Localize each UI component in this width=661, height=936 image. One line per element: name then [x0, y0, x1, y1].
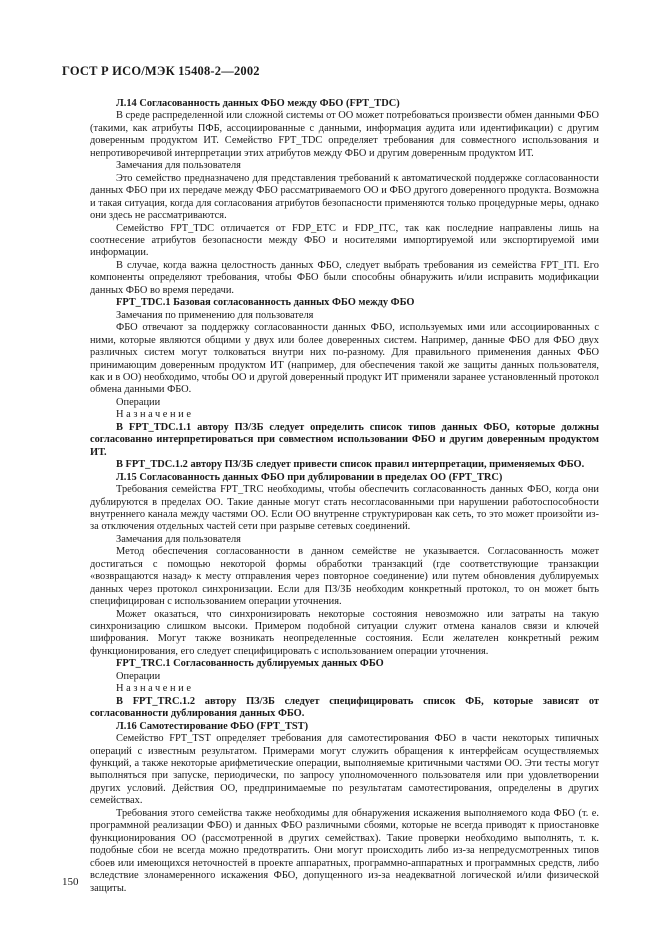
- section-heading: Л.16 Самотестирование ФБО (FPT_TST): [116, 720, 309, 732]
- requirement-paragraph: В FPT_TRC.1.2 автору ПЗ/ЗБ следует специфицировать список ФБ, которые зависят от согласованности дублирования данных ФБО.: [90, 695, 599, 720]
- requirement-paragraph: В FPT_TDC.1.2 автору ПЗ/ЗБ следует привести список правил интерпретации, применяемых ФБО.: [116, 459, 585, 471]
- section-heading: Л.15 Согласованность данных ФБО при дублировании в пределах ОО (FPT_TRC): [116, 471, 503, 483]
- body-paragraph: Семейство FPT_TDC отличается от FDP_ETC и FDP_ITC, так как последние направлены лишь на соотнесение атрибутов безопасности между ФБО и носителями импортируемой или экспортируемой ими информации.: [90, 222, 599, 259]
- body-paragraph: Метод обеспечения согласованности в данном семействе не указывается. Согласованность может достигаться с помощью некоторой формы обработки транзакций (где соответствующие транзакции «возвращаются назад» к месту отправления через повторное соединение) или путем обновления дублируемых данных через протокол синхронизации. Если для ПЗ/ЗБ необходим конкретный протокол, то он может быть специфицирован с использованием операции уточнения.: [90, 546, 599, 608]
- body-paragraph: Назначение: [116, 409, 194, 421]
- body-paragraph: Замечания для пользователя: [116, 533, 241, 545]
- body-paragraph: Семейство FPT_TST определяет требования для самотестирования ФБО в части некоторых типичных операций с известным результатом. Примерами могут служить обращения к интерфейсам осуществляемых функций, а также некоторые арифметические операции, выполняемые критичными частями ОО. Эти тесты могут выполняться при запуске, периодически, по запросу уполномоченного пользователя или при удовлетворении других условий. Действия ОО, предпринимаемые по результатам самотестирования, определены в других семействах.: [90, 733, 599, 807]
- body-paragraph: Требования этого семейства также необходимы для обнаружения искажения выполняемого кода ФБО (т. е. программной реализации ФБО) и данных ФБО различными сбоями, которые не всегда приводят к приостановке функционирования ОО (рассмотренной в других семействах). Такие проверки необходимо выполнять, т. к. подобные сбои не всегда можно предотвратить. Они могут происходить либо из-за непредусмотренных типов сбоев или имеющихся неточностей в проекте аппаратных, программно-аппаратных и программных средств, либо вследствие злонамеренного искажения ФБО, допущенного из-за неадекватной логической и/или физической защиты.: [90, 807, 599, 894]
- body-paragraph: Может оказаться, что синхронизировать некоторые состояния невозможно или затраты на такую синхронизацию слишком высоки. Примером подобной ситуации служит отмена каналов связи и ключей шифрования. Могут также возникать неопределенные состояния. Если желателен конкретный режим функционирования, его следует специфицировать с использованием операции уточнения.: [90, 608, 599, 657]
- document-body: [90, 98, 599, 895]
- page-number: 150: [62, 876, 79, 888]
- body-paragraph: Это семейство предназначено для представления требований к автоматической поддержке согласованности данных ФБО при их передаче между ФБО рассматриваемого ОО и ФБО другого доверенного продукта. Возможна и такая ситуация, когда для согласования атрибутов безопасности применяются только процедурные меры, однако они здесь не рассматриваются.: [90, 172, 599, 222]
- body-paragraph: В случае, когда важна целостность данных ФБО, следует выбрать требования из семейства FPT_ITI. Его компоненты определяют требования, чтобы ФБО были способны обнаружить и/или исправить модификации данных ФБО во время передачи.: [90, 259, 599, 296]
- body-paragraph: Назначение: [116, 683, 194, 695]
- body-paragraph: ФБО отвечают за поддержку согласованности данных ФБО, используемых ими или ассоциированных с ними, которые являются общими у двух или более доверенных систем. Например, данные ФБО для ФБО двух различных систем могут толковаться внутри них по-разному. Для правильного применения данных ФБО принимающим доверенным продуктом ИТ (например, для обеспечения такой же защиты данных пользователя, как и в ОО) необходимо, чтобы ОО и другой доверенный продукт ИТ применяли заранее установленный протокол обмена данными ФБО.: [90, 322, 599, 396]
- body-paragraph: В среде распределенной или сложной системы от ОО может потребоваться произвести обмен данными ФБО (такими, как атрибуты ПФБ, ассоциированные с данными, информация аудита или идентификации) с другим доверенным продуктом ИТ. Семейство FPT_TDC определяет требования для совместного использования и непротиворечивой интерпретации этих атрибутов между ФБО и другим доверенным продуктом ИТ.: [90, 110, 599, 159]
- body-paragraph: Операции: [116, 396, 161, 408]
- body-paragraph: Операции: [116, 670, 161, 682]
- body-paragraph: Требования семейства FPT_TRC необходимы, чтобы обеспечить согласованность данных ФБО, когда они дублируются в пределах ОО. Такие данные могут стать несогласованными при нарушении работоспособности внутреннего канала между частями ОО. Если ОО внутренне структурирован как сеть, то это может произойти из-за отключения отдельных частей сети при разрыве сетевых соединений.: [90, 484, 599, 533]
- body-paragraph: Замечания по применению для пользователя: [116, 309, 314, 321]
- body-paragraph: Замечания для пользователя: [116, 160, 241, 172]
- section-heading: FPT_TRC.1 Согласованность дублируемых данных ФБО: [116, 658, 384, 670]
- section-heading: FPT_TDC.1 Базовая согласованность данных ФБО между ФБО: [116, 297, 415, 309]
- requirement-paragraph: В FPT_TDC.1.1 автору ПЗ/ЗБ следует определить список типов данных ФБО, которые должны согласованно интерпретироваться при совместном использовании ФБО и другим доверенным продуктом ИТ.: [90, 421, 599, 458]
- document-header: ГОСТ Р ИСО/МЭК 15408-2—2002: [62, 64, 260, 78]
- section-heading: Л.14 Согласованность данных ФБО между ФБО (FPT_TDC): [116, 98, 400, 109]
